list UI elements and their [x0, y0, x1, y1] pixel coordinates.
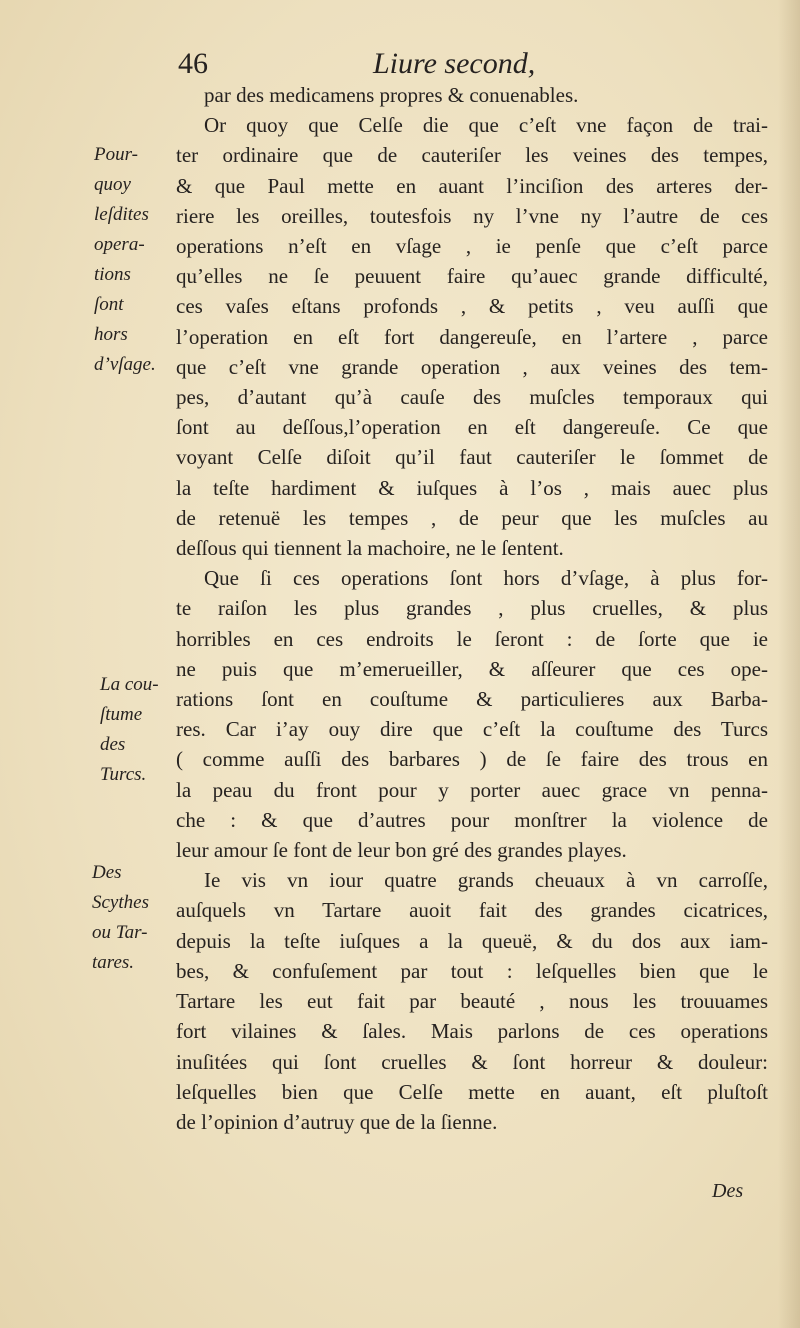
text-line: deſſous qui tiennent la machoire, ne le ſentent.: [176, 536, 564, 561]
margin-note-line: opera-: [94, 234, 145, 255]
text-line: fort vilaines & ſales. Mais parlons de ces operations: [176, 1019, 768, 1044]
text-line: pes, d’autant qu’à cauſe des muſcles temporaux qui: [176, 385, 768, 410]
catchword: Des: [712, 1180, 744, 1202]
text-line: ſont au deſſous,l’operation en eſt dangereuſe. Ce que: [176, 415, 768, 440]
text-line: la teſte hardiment & iuſques à l’os , mais auec plus: [176, 475, 768, 500]
body-text: [176, 80, 768, 1137]
margin-note-line: leſdites: [94, 204, 149, 225]
margin-note-line: ſont: [94, 294, 124, 315]
margin-note-line: Pour-: [94, 144, 138, 165]
text-line: qu’elles ne ſe peuuent faire qu’auec grande difficulté,: [176, 264, 768, 289]
text-line: de retenuë les tempes , de peur que les muſcles au: [176, 505, 768, 530]
margin-note-line: d’vſage.: [94, 354, 156, 375]
margin-note-line: Turcs.: [100, 764, 147, 785]
margin-note-line: hors: [94, 324, 128, 345]
text-line: de l’opinion d’autruy que de la ſienne.: [176, 1109, 498, 1134]
text-line: Ie vis vn iour quatre grands cheuaux à vn carroſſe,: [204, 868, 768, 893]
margin-note-coustume: [100, 670, 180, 790]
text-line: l’operation en eſt fort dangereuſe, en l’artere , parce: [176, 324, 768, 349]
text-line: operations n’eſt en vſage , ie penſe que c’eſt parce: [176, 234, 768, 259]
paragraph-3: [176, 563, 768, 865]
text-line: che : & que d’autres pour monſtrer la violence de: [176, 807, 768, 832]
text-line: ter ordinaire que de cauteriſer les veines des tempes,: [176, 143, 768, 168]
text-line: bes, & confuſement par tout : leſquelles bien que le: [176, 958, 768, 983]
text-line: leur amour ſe font de leur bon gré des grandes playes.: [176, 838, 627, 863]
text-line: par des medicamens propres & conuenables.: [204, 83, 579, 107]
margin-note-pourquoy: [94, 140, 174, 380]
running-head: [178, 44, 618, 84]
margin-note-line: Des: [92, 862, 122, 883]
text-line: la peau du front pour y porter auec grace vn penna-: [176, 777, 768, 802]
text-line: Or quoy que Celſe die que c’eſt vne façon de trai-: [204, 113, 768, 138]
text-line: depuis la teſte iuſques a la queuë, & du dos aux iam-: [176, 928, 768, 953]
text-line: horribles en ces endroits le ſeront : de ſorte que ie: [176, 626, 768, 651]
margin-note-line: ſtume: [100, 704, 143, 725]
text-line: ne puis que m’emerueiller, & aſſeurer que ces ope-: [176, 656, 768, 681]
text-line: voyant Celſe diſoit qu’il faut cauteriſer le ſommet de: [176, 445, 768, 470]
text-line: auſquels vn Tartare auoit fait des grandes cicatrices,: [176, 898, 768, 923]
margin-note-line: tares.: [92, 952, 135, 973]
margin-note-line: des: [100, 734, 126, 755]
text-line: ( comme auſſi des barbares ) de ſe faire des trous en: [176, 747, 768, 772]
margin-note-line: quoy: [94, 174, 131, 195]
text-line: Tartare les eut fait par beauté , nous les trouuames: [176, 989, 768, 1014]
margin-note-scythes: [92, 858, 172, 978]
text-line: Que ſi ces operations ſont hors d’vſage, à plus for-: [204, 566, 768, 591]
text-line: riere les oreilles, toutesfois ny l’vne ny l’autre de ces: [176, 203, 768, 228]
text-line: inuſitées qui ſont cruelles & ſont horreur & douleur:: [176, 1049, 768, 1074]
margin-note-line: ou Tar-: [92, 922, 148, 943]
text-line: & que Paul mette en auant l’inciſion des arteres der-: [176, 173, 768, 198]
text-line: que c’eſt vne grande operation , aux veines des tem-: [176, 354, 768, 379]
margin-note-line: tions: [94, 264, 131, 285]
text-line: leſquelles bien que Celſe mette en auant, eſt pluſtoſt: [176, 1079, 768, 1104]
running-title: Liure second,: [373, 47, 536, 80]
text-line: ces vaſes eſtans profonds , & petits , veu auſſi que: [176, 294, 768, 319]
paragraph-4: [176, 865, 768, 1137]
text-line: res. Car i’ay ouy dire que c’eſt la couſtume des Turcs: [176, 717, 768, 742]
page-number: 46: [178, 47, 208, 80]
text-line: te raiſon les plus grandes , plus cruelles, & plus: [176, 596, 768, 621]
paragraph-2: [176, 110, 768, 563]
margin-note-line: Scythes: [92, 892, 149, 913]
paragraph-1: [176, 80, 768, 110]
text-line: rations ſont en couſtume & particulieres aux Barba-: [176, 687, 768, 712]
margin-note-line: La cou-: [100, 674, 159, 695]
